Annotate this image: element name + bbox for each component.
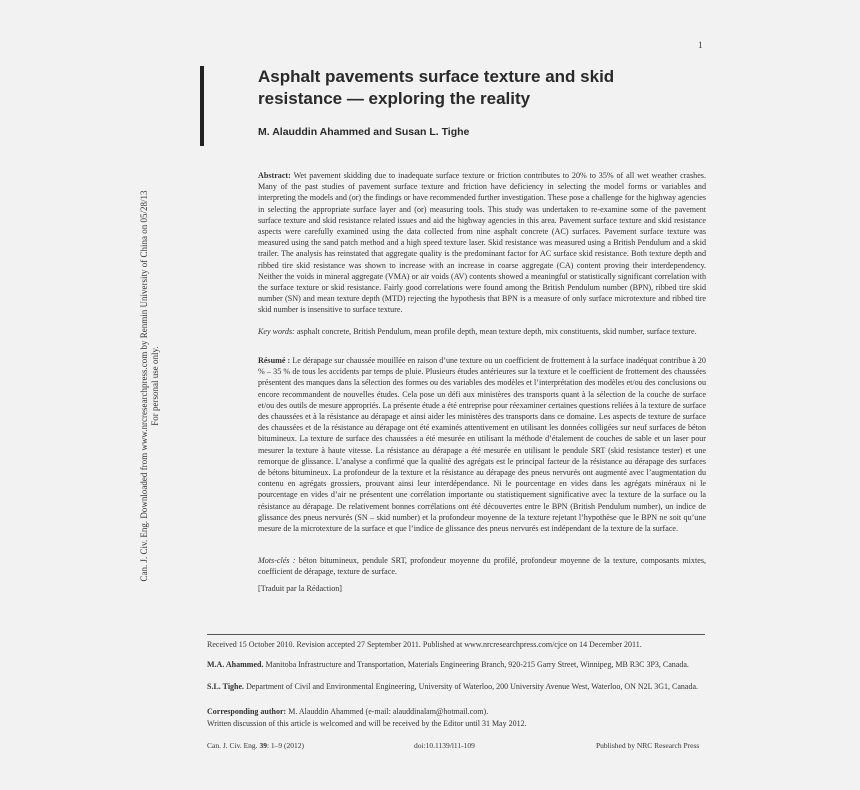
resume-block (258, 355, 706, 534)
keywords-label: Key words: (258, 327, 295, 336)
ahammed-name: M.A. Ahammed. (207, 660, 264, 669)
mots-cles-text: béton bitumineux, pendule SRT, profondeur moyenne du profilé, profondeur moyenne de la texture, composants mixtes, coefficient de dérapage, texture de surface. (258, 556, 706, 577)
side-note-line-1: Can. J. Civ. Eng. Downloaded from www.nrcresearchpress.com by Renmin University of China on 05/28/13 (139, 190, 149, 582)
journal-pages: : 1–9 (2012) (266, 741, 305, 750)
footnote-divider (207, 634, 705, 635)
side-note-line-2: For personal use only. (150, 346, 160, 426)
doi: doi:10.1139/l11-109 (414, 741, 475, 750)
side-download-note (139, 176, 161, 596)
tighe-name: S.L. Tighe. (207, 682, 245, 691)
title-accent-bar (200, 66, 204, 146)
received-note: Received 15 October 2010. Revision accepted 27 September 2011. Published at www.nrcresearchpress.com/cjce on 14 December 2011. (207, 640, 642, 649)
paper-authors: M. Alauddin Ahammed and Susan L. Tighe (258, 126, 470, 138)
journal-citation (207, 741, 304, 750)
mots-cles-label: Mots-clés : (258, 556, 296, 565)
page-number: 1 (698, 40, 703, 50)
journal-name: Can. J. Civ. Eng. (207, 741, 258, 750)
abstract-text: Wet pavement skidding due to inadequate surface texture or friction contributes to 20% to 35% of all wet weather crashes. Many of the past studies of pavement surface texture and friction have deficiency in selecting the model forms or variables and interpreting the models and (or) the findings or have recommended further investigation. These pose a challenge for the highway agencies in selecting the appropriate surface layer and (or) measuring tools. This study was undertaken to re-examine some of the pavement surface texture and skid resistance related issues and aid the highway agencies in this area. Pavement surface texture and skid resistance aspects were carefully examined using the data collected from nine asphalt concrete (AC) surfaces. Pavement surface texture was measured using the sand patch method and a high speed texture laser. Skid resistance was measured using a British Pendulum and a skid trailer. The analysis has reinstated that aggregate quality is the predominant factor for AC surface skid resistance. Both texture depth and ribbed tire skid resistance was shown to increase with an increase in coarse aggregate (CA) content proving their interdependency. Neither the voids in mineral aggregate (VMA) or air voids (AV) contents showed a meaningful or statistically significant correlation with the surface texture or skid resistance. Fairly good correlations were found among the British Pendulum number (BPN), ribbed tire skid number (SN) and mean texture depth (MTD) rejecting the hypothesis that BPN is a measure of only surface microtexture and ribbed tire skid number is insensitive to surface texture. (258, 171, 706, 315)
keywords-text: asphalt concrete, British Pendulum, mean profile depth, mean texture depth, mix constituents, skid number, surface texture. (296, 327, 697, 336)
abstract-block (258, 170, 706, 316)
resume-text: Le dérapage sur chaussée mouillée en raison d’une texture ou un coefficient de frottement à la surface inadéquat contribue à 20 % – 35 % de tous les accidents par temps de pluie. Plusieurs études antérieures sur la texture et le coefficient de frottement des chaussées présentent des manques dans la sélection des formes ou des variables des modèles et l’interprétation des modèles et/ou des conclusions ou encore recommandent de nouvelles études. Cela pose un défi aux ministères des transports quant à la sélection de la couche de surface et/ou des outils de mesure appropriés. La présente étude a été entreprise pour réexaminer certaines questions reliées à la texture de surface des chaussées et à la résistance au dérapage et ainsi aider les ministères des transports dans ce domaine. Les aspects de texture de surface des chaussées et de la résistance au dérapage ont été examinés attentivement en utilisant les données colligées sur neuf surfaces de béton bitumineux. La texture de surface des chaussées a été mesurée en utilisant la méthode d’étalement de couches de sable et un laser pour mesurer la texture à haute vitesse. La résistance au dérapage a été mesurée en utilisant le pendule SRT (skid resistance tester) et une remorque de glissance. L’analyse a confirmé que la qualité des agrégats est le principal facteur de la résistance au dérapage des surfaces de bétons bitumineux. La profondeur de la texture et la résistance au dérapage des pneus nervurés ont augmenté avec l’augmentation du contenu en agrégats grossiers, prouvant ainsi leur interdépendance. Ni le pourcentage en vides dans les agrégats minéraux ni le pourcentage en vides d’air ne présentent une corrélation importante ou statistiquement significative avec la texture de la surface ou la résistance au dérapage. De relativement bonnes corrélations ont été découvertes entre le BPN (British Pendulum number), un indice de glissance des pneus nervurés (SN – skid number) et la profondeur moyenne de la texture rejetant l’hypothèse que le BPN ne soit qu’une mesure de la microtexture de la surface et que l’indice de glissance des pneus nervurés est indépendant de la texture de la surface. (258, 356, 706, 534)
corresponding-author (207, 707, 705, 718)
mots-cles-block (258, 555, 706, 577)
resume-label: Résumé : (258, 356, 291, 365)
translation-note: [Traduit par la Rédaction] (258, 584, 342, 593)
abstract-label: Abstract: (258, 171, 291, 180)
corresponding-label: Corresponding author: (207, 707, 287, 716)
ahammed-affiliation: Manitoba Infrastructure and Transportation, Materials Engineering Branch, 920-215 Garry Street, Winnipeg, MB R3C 3P3, Canada. (265, 660, 689, 669)
author-affiliation-tighe (207, 682, 705, 693)
paper-title: Asphalt pavements surface texture and skid resistance — exploring the reality (258, 67, 615, 108)
author-affiliation-ahammed (207, 660, 705, 671)
journal-volume: 39 (259, 741, 267, 750)
corresponding-text: M. Alauddin Ahammed (e-mail: alauddinalam@hotmail.com). (288, 707, 489, 716)
publisher: Published by NRC Research Press (596, 741, 700, 750)
keywords-block (258, 326, 706, 337)
tighe-affiliation: Department of Civil and Environmental Engineering, University of Waterloo, 200 University Avenue West, Waterloo, ON N2L 3G1, Canada. (246, 682, 699, 691)
discussion-note: Written discussion of this article is welcomed and will be received by the Editor until 31 May 2012. (207, 719, 527, 728)
